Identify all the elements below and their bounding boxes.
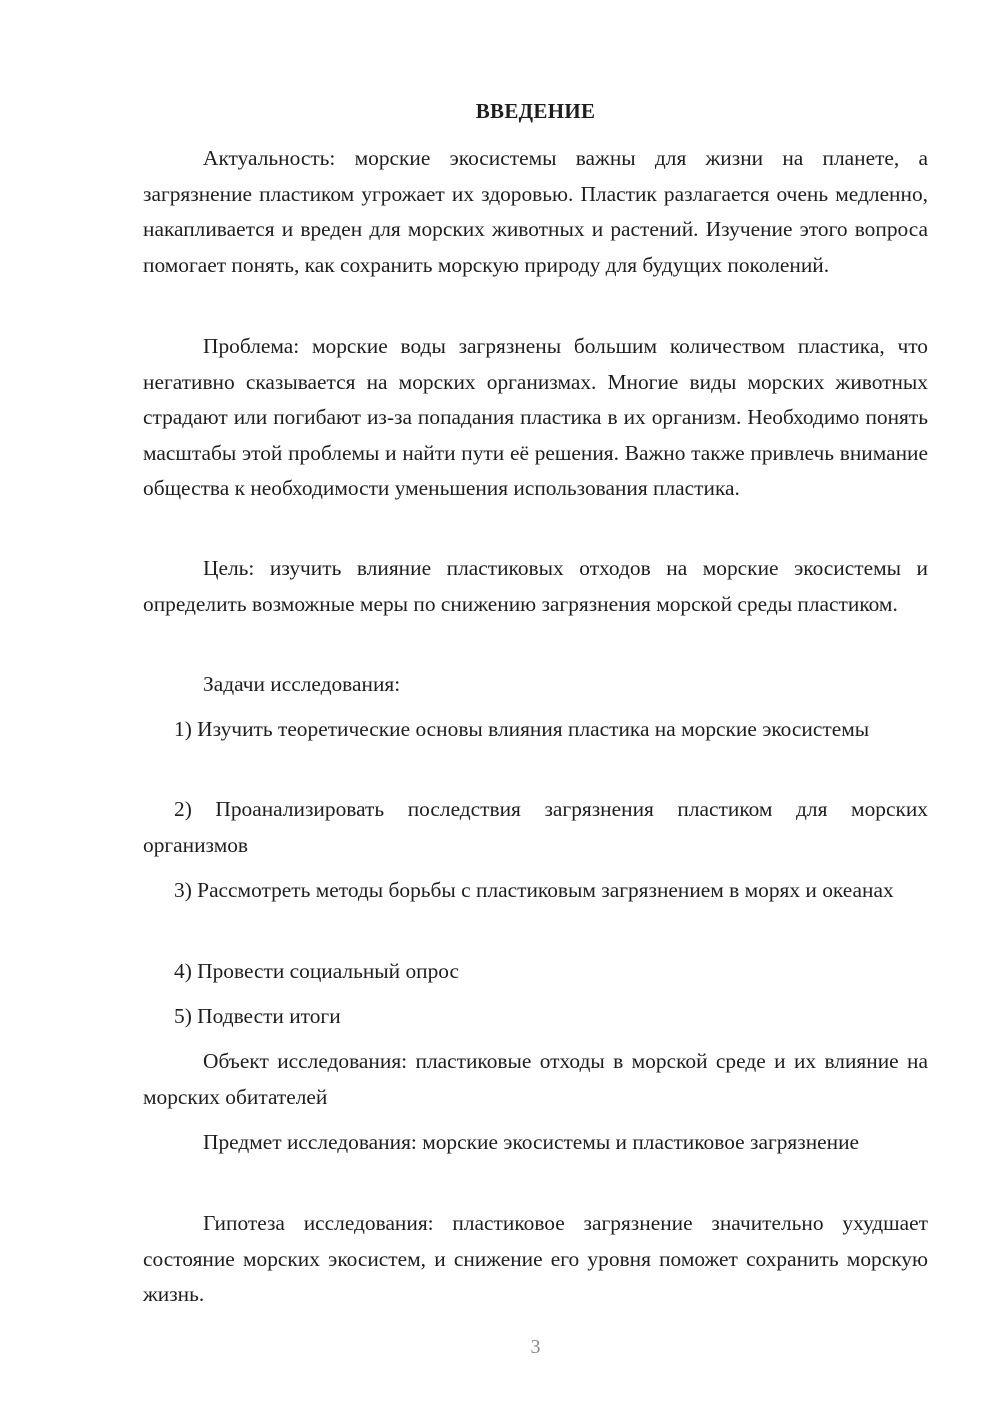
- paragraph-object: Объект исследования: пластиковые отходы в морской среде и их влияние на морских обитателей: [143, 1049, 928, 1109]
- task-item-5: 5) Подвести итоги: [174, 1004, 341, 1028]
- page-number: 3: [530, 1336, 541, 1358]
- task-item-2: 2) Проанализировать последствия загрязнения пластиком для морских организмов: [143, 797, 928, 857]
- task-item-4: 4) Провести социальный опрос: [174, 959, 460, 983]
- task-item-1: 1) Изучить теоретические основы влияния пластика на морские экосистемы: [174, 717, 870, 741]
- paragraph-subject: Предмет исследования: морские экосистемы и пластиковое загрязнение: [203, 1130, 860, 1154]
- paragraph-problem: Проблема: морские воды загрязнены большим количеством пластика, что негативно сказывается на морских организмах. Многие виды морских животных страдают или погибают из-за попадания пластика в их организм. Необходимо понять масштабы этой проблемы и найти пути её решения. Важно также привлечь внимание общества к необходимости уменьшения использования пластика.: [143, 334, 928, 500]
- page-title: ВВЕДЕНИЕ: [475, 99, 596, 123]
- task-item-3: 3) Рассмотреть методы борьбы с пластиковым загрязнением в морях и океанах: [174, 878, 894, 902]
- paragraph-relevance: Актуальность: морские экосистемы важны для жизни на планете, а загрязнение пластиком угрожает их здоровью. Пластик разлагается очень медленно, накапливается и вреден для морских животных и растений. Изучение этого вопроса помогает понять, как сохранить морскую природу для будущих поколений.: [143, 146, 928, 277]
- paragraph-hypothesis: Гипотеза исследования: пластиковое загрязнение значительно ухудшает состояние морских экосистем, и снижение его уровня поможет сохранить морскую жизнь.: [143, 1211, 928, 1306]
- tasks-heading: Задачи исследования:: [203, 672, 401, 696]
- paragraph-goal: Цель: изучить влияние пластиковых отходов на морские экосистемы и определить возможные меры по снижению загрязнения морской среды пластиком.: [143, 556, 928, 616]
